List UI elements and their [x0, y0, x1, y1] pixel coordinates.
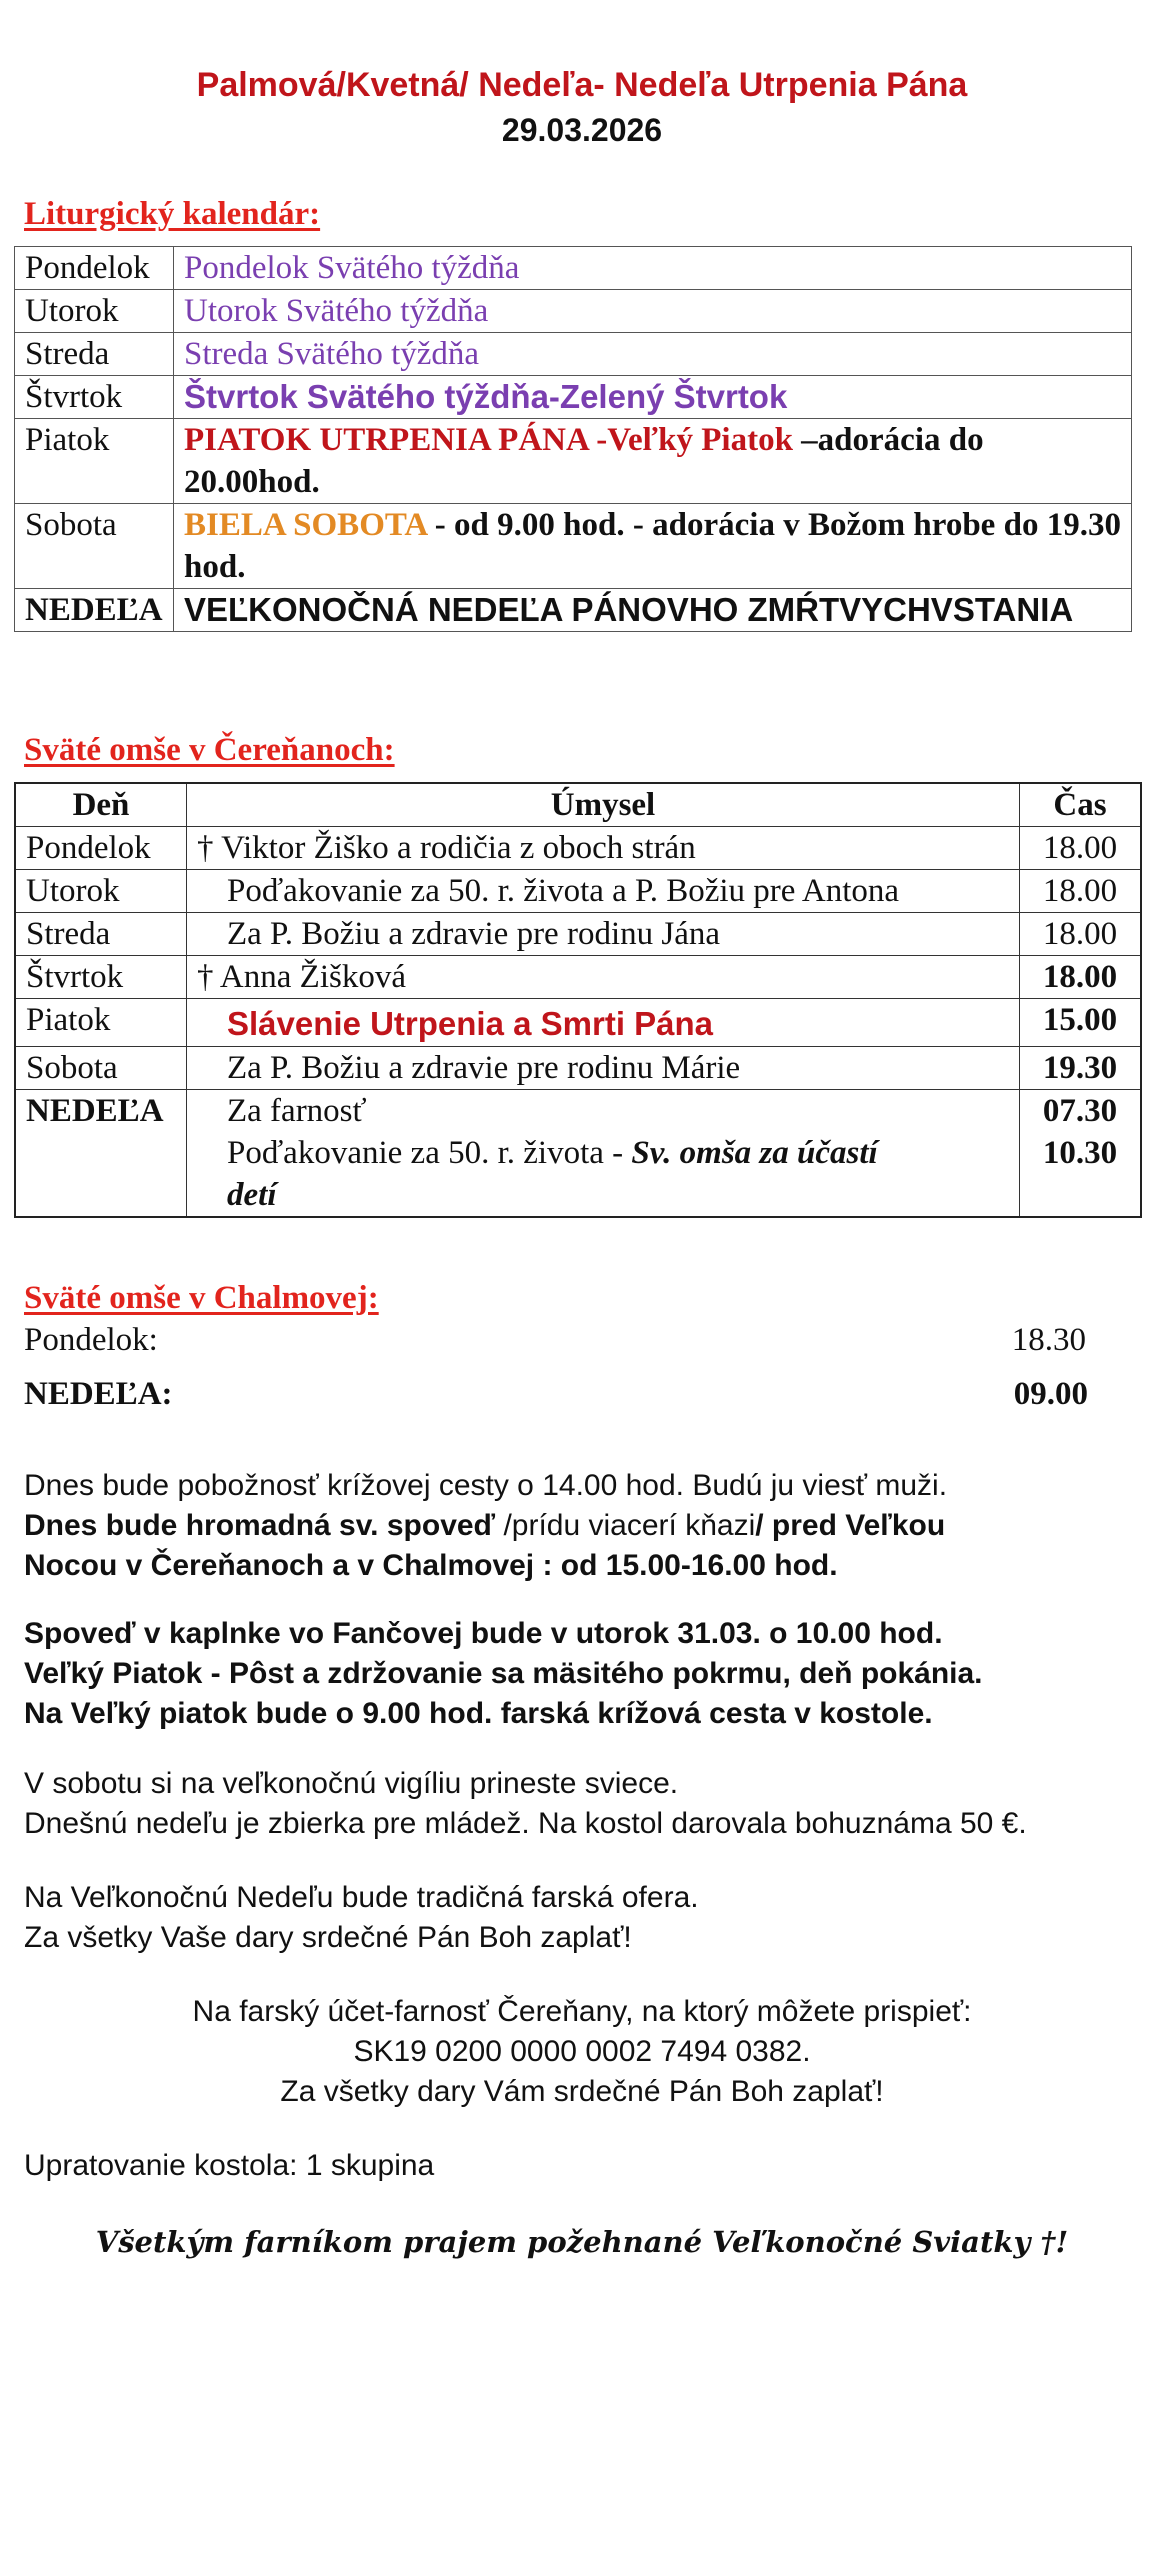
announcement-normal: /prídu viacerí kňazi	[495, 1509, 756, 1542]
intent-cell	[187, 1090, 1020, 1218]
time-cell: 18.00	[1020, 827, 1142, 870]
intent-cell: Poďakovanie za 50. r. života a P. Božiu pre Antona	[187, 870, 1020, 913]
day-cell: Pondelok	[15, 827, 187, 870]
chalmova-heading: Sväté omše v Chalmovej:	[24, 1280, 379, 1316]
day-cell: Utorok	[15, 870, 187, 913]
liturgical-table	[14, 246, 1132, 632]
announcement-paragraph	[24, 1878, 1154, 1958]
time-line: 10.30	[1042, 1135, 1118, 1171]
table-row	[15, 333, 1132, 376]
day-cell: NEDEĽA	[15, 1090, 187, 1218]
intent-line	[227, 1132, 1009, 1216]
time-line: 07.30	[1042, 1093, 1118, 1129]
desc-red-text: PIATOK UTRPENIA PÁNA -Veľký Piatok	[184, 422, 793, 458]
day-cell: NEDEĽA	[15, 589, 174, 632]
table-row	[15, 376, 1132, 419]
day-cell: Utorok	[15, 290, 174, 333]
day-cell: Piatok	[15, 999, 187, 1047]
day-cell: Štvrtok	[15, 376, 174, 419]
day-cell: Piatok	[15, 419, 174, 504]
intent-cell: Za P. Božiu a zdravie pre rodinu Márie	[187, 1047, 1020, 1090]
column-header: Úmysel	[187, 783, 1020, 827]
desc-black-text: - od 9.00 hod. - adorácia v Božom hrobe do 19.30 hod.	[184, 507, 1121, 585]
table-header-row	[15, 783, 1141, 827]
time-cell: 18.00	[1020, 913, 1142, 956]
desc-orange-text: BIELA SOBOTA	[184, 507, 427, 543]
announcement-line: Nocou v Čereňanoch a v Chalmovej : od 15.00-16.00 hod.	[24, 1549, 838, 1582]
intent-cell: Za P. Božiu a zdravie pre rodinu Jána	[187, 913, 1020, 956]
table-row	[15, 827, 1141, 870]
announcement-line: Dnes bude pobožnosť krížovej cesty o 14.00 hod. Budú ju viesť muži.	[24, 1469, 948, 1502]
intent-cell: † Anna Žišková	[187, 956, 1020, 999]
time-cell: 15.00	[1020, 999, 1142, 1047]
chalmova-row	[24, 1376, 1088, 1413]
time-cell: 19.30	[1020, 1047, 1142, 1090]
desc-black-text: –adorácia do 20.00hod.	[184, 422, 984, 500]
announcement-bold: / pred Veľkou	[755, 1509, 946, 1542]
column-header: Deň	[15, 783, 187, 827]
day-cell: Štvrtok	[15, 956, 187, 999]
page-title: Palmová/Kvetná/ Nedeľa- Nedeľa Utrpenia Pána	[196, 66, 968, 104]
time-cell: 18.00	[1020, 870, 1142, 913]
time-cell	[1020, 1090, 1142, 1218]
table-row	[15, 589, 1132, 632]
table-row	[15, 913, 1141, 956]
account-line: Na farský účet-farnosť Čereňany, na ktorý môžete prispieť:	[192, 1995, 972, 2028]
chalmova-row	[24, 1322, 1084, 1359]
day-cell: Sobota	[15, 504, 174, 589]
masses-heading: Sväté omše v Čereňanoch:	[24, 732, 395, 768]
page-date: 29.03.2026	[501, 112, 663, 148]
table-row	[15, 956, 1141, 999]
desc-cell: Pondelok Svätého týždňa	[174, 247, 1132, 290]
desc-cell	[174, 419, 1132, 504]
account-line: Za všetky dary Vám srdečné Pán Boh zaplať!	[280, 2075, 884, 2108]
day-cell: Streda	[15, 333, 174, 376]
announcement-line	[24, 1506, 1154, 1546]
chalmova-day: NEDEĽA:	[24, 1376, 173, 1412]
intent-cell: † Viktor Žiško a rodičia z oboch strán	[187, 827, 1020, 870]
table-row	[15, 1090, 1141, 1218]
intent-cell	[187, 999, 1020, 1047]
table-row	[15, 504, 1132, 589]
announcement-line: V sobotu si na veľkonočnú vigíliu prineste sviece.	[24, 1767, 679, 1800]
announcement-paragraph	[24, 1764, 1154, 1844]
closing-wish: Všetkým farníkom prajem požehnané Veľkonočné Sviatky †!	[95, 2225, 1069, 2259]
desc-cell: Utorok Svätého týždňa	[174, 290, 1132, 333]
announcement-bold: Dnes bude hromadná sv. spoveď	[24, 1509, 496, 1542]
announcement-line: Spoveď v kaplnke vo Fančovej bude v utorok 31.03. o 10.00 hod.	[24, 1617, 943, 1650]
day-cell: Streda	[15, 913, 187, 956]
time-cell: 18.00	[1020, 956, 1142, 999]
cleaning-note: Upratovanie kostola: 1 skupina	[24, 2149, 435, 2182]
announcement-paragraph	[24, 1466, 1154, 1586]
announcement-line: Dnešnú nedeľu je zbierka pre mládež. Na kostol darovala bohuznáma 50 €.	[24, 1807, 1027, 1840]
day-cell: Pondelok	[15, 247, 174, 290]
desc-cell	[174, 504, 1132, 589]
chalmova-time: 09.00	[1013, 1376, 1088, 1412]
day-cell: Sobota	[15, 1047, 187, 1090]
table-row	[15, 999, 1141, 1047]
intent-highlight: Slávenie Utrpenia a Smrti Pána	[227, 1005, 714, 1042]
announcement-line: Na Veľký piatok bude o 9.00 hod. farská krížová cesta v kostole.	[24, 1697, 933, 1730]
desc-cell: VEĽKONOČNÁ NEDEĽA PÁNOVHO ZMŔTVYCHVSTANIA	[174, 589, 1132, 632]
table-row	[15, 1047, 1141, 1090]
account-info	[0, 1992, 1164, 2112]
announcement-line: Za všetky Vaše dary srdečné Pán Boh zaplať!	[24, 1921, 632, 1954]
table-row	[15, 419, 1132, 504]
desc-cell: Streda Svätého týždňa	[174, 333, 1132, 376]
account-iban: SK19 0200 0000 0002 7494 0382.	[353, 2035, 811, 2068]
desc-cell: Štvrtok Svätého týždňa-Zelený Štvrtok	[174, 376, 1132, 419]
announcement-paragraph	[24, 1614, 1154, 1734]
intent-text: Poďakovanie za 50. r. života -	[227, 1135, 632, 1171]
table-row	[15, 247, 1132, 290]
table-row	[15, 870, 1141, 913]
liturgical-heading: Liturgický kalendár:	[24, 196, 321, 232]
announcement-line: Veľký Piatok - Pôst a zdržovanie sa mäsitého pokrmu, deň pokánia.	[24, 1657, 983, 1690]
chalmova-time: 18.30	[1011, 1322, 1086, 1358]
intent-line: Za farnosť	[227, 1093, 367, 1129]
announcement-line: Na Veľkonočnú Nedeľu bude tradičná farská ofera.	[24, 1881, 699, 1914]
table-row	[15, 290, 1132, 333]
chalmova-day: Pondelok:	[24, 1322, 158, 1358]
column-header: Čas	[1020, 783, 1142, 827]
intent-bold-italic: Sv. omša za účastí detí	[227, 1135, 878, 1213]
masses-table	[14, 782, 1142, 1218]
